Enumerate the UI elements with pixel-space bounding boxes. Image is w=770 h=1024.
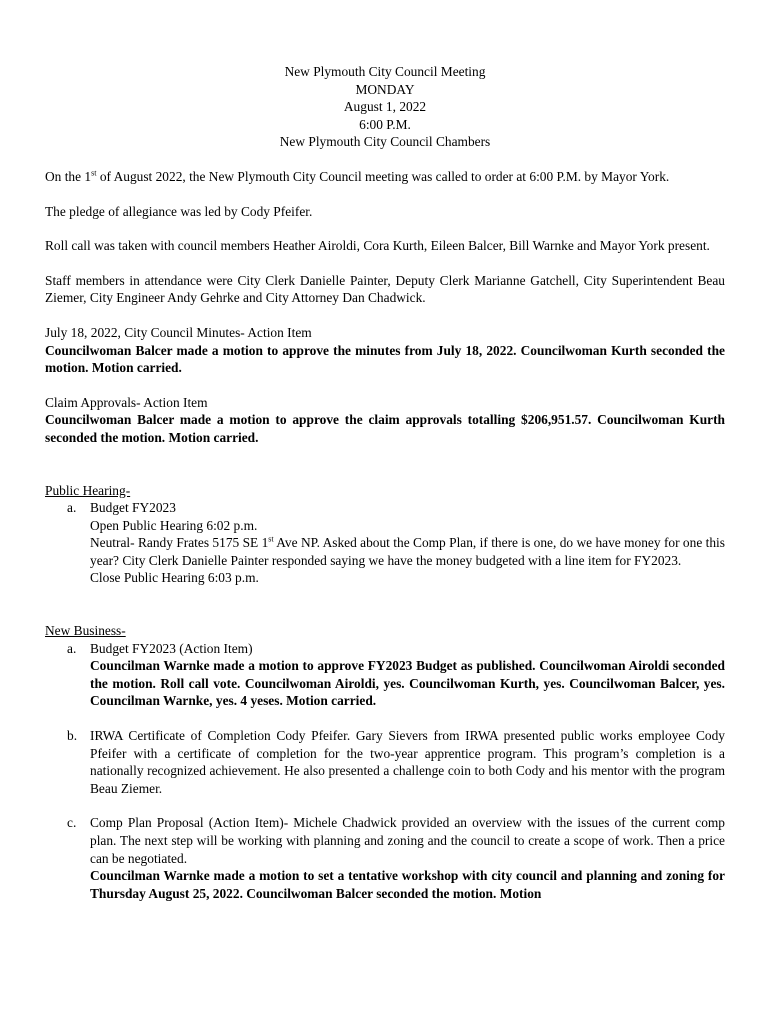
- item-title: Budget FY2023: [90, 500, 176, 516]
- open-hearing: Open Public Hearing 6:02 p.m.: [90, 517, 258, 533]
- meeting-location: New Plymouth City Council Chambers: [279, 134, 491, 150]
- pledge-paragraph: The pledge of allegiance was led by Cody Pfeifer.: [45, 203, 313, 219]
- new-business-section: [45, 622, 725, 902]
- claims-title: Claim Approvals- Action Item: [45, 394, 208, 410]
- meeting-time: 6:00 P.M.: [359, 116, 411, 132]
- list-marker: b.: [67, 728, 78, 744]
- item-text: Comp Plan Proposal (Action Item)- Michele Chadwick provided an overview with the issues of the current comp plan. The next step will be working with planning and zoning and the council to create a scope of work. Then a price can be negotiated.: [90, 815, 725, 866]
- list-marker: a.: [67, 640, 77, 656]
- new-business-item-a: [45, 640, 725, 710]
- intro-paragraph: On the 1st of August 2022, the New Plymouth City Council meeting was called to order at 6:00 P.M. by Mayor York.: [45, 168, 670, 184]
- close-hearing: Close Public Hearing 6:03 p.m.: [90, 570, 259, 586]
- meeting-day: MONDAY: [355, 81, 415, 97]
- list-marker: a.: [67, 500, 77, 516]
- public-hearing-item-a: [45, 499, 725, 587]
- claims-motion: Councilwoman Balcer made a motion to approve the claim approvals totalling $206,951.57. Councilwoman Kurth seconded the motion. Motion carried.: [45, 412, 725, 445]
- item-title: Budget FY2023 (Action Item): [90, 640, 253, 656]
- list-marker: c.: [67, 815, 77, 831]
- meeting-title: New Plymouth City Council Meeting: [284, 64, 486, 79]
- item-motion: Councilman Warnke made a motion to set a tentative workshop with city council and planning and zoning for Thursday August 25, 2022. Councilwoman Balcer seconded the motion. Motion: [90, 868, 725, 901]
- new-business-item-c: [45, 814, 725, 902]
- roll-call-paragraph: Roll call was taken with council members Heather Airoldi, Cora Kurth, Eileen Balcer, Bill Warnke and Mayor York present.: [45, 238, 710, 254]
- minutes-motion: Councilwoman Balcer made a motion to approve the minutes from July 18, 2022. Councilwoman Kurth seconded the motion. Motion carried.: [45, 342, 725, 376]
- meeting-date: August 1, 2022: [343, 99, 427, 115]
- new-business-item-b: [45, 727, 725, 797]
- neutral-comment: Neutral- Randy Frates 5175 SE 1st Ave NP. Asked about the Comp Plan, if there is one, do we have money for one this year? City Clerk Danielle Painter responded saying we have the money budgeted with a line item for FY2023.: [90, 534, 725, 568]
- minutes-section: [45, 324, 725, 377]
- public-hearing-section: [45, 482, 725, 588]
- item-text: IRWA Certificate of Completion Cody Pfeifer. Gary Sievers from IRWA presented public works employee Cody Pfeifer with a certificate of completion for the two-year apprentice program. This program’s completion is a nationally recognized achievement. He also presented a challenge coin to both Cody and his mentor with the program Beau Ziemer.: [90, 728, 725, 796]
- minutes-title: July 18, 2022, City Council Minutes- Action Item: [45, 324, 312, 340]
- meeting-header: [45, 63, 725, 151]
- new-business-heading: New Business-: [45, 623, 126, 639]
- claims-section: [45, 394, 725, 447]
- public-hearing-heading: Public Hearing-: [45, 482, 131, 498]
- staff-paragraph: Staff members in attendance were City Clerk Danielle Painter, Deputy Clerk Marianne Gatchell, City Superintendent Beau Ziemer, City Engineer Andy Gehrke and City Attorney Dan Chadwick.: [45, 272, 725, 306]
- item-motion: Councilman Warnke made a motion to approve FY2023 Budget as published. Councilwoman Airoldi seconded the motion. Roll call vote. Councilwoman Airoldi, yes. Councilwoman Kurth, yes. Councilwoman Balcer, yes. Councilman Warnke, yes. 4 yeses. Motion carried.: [90, 658, 725, 709]
